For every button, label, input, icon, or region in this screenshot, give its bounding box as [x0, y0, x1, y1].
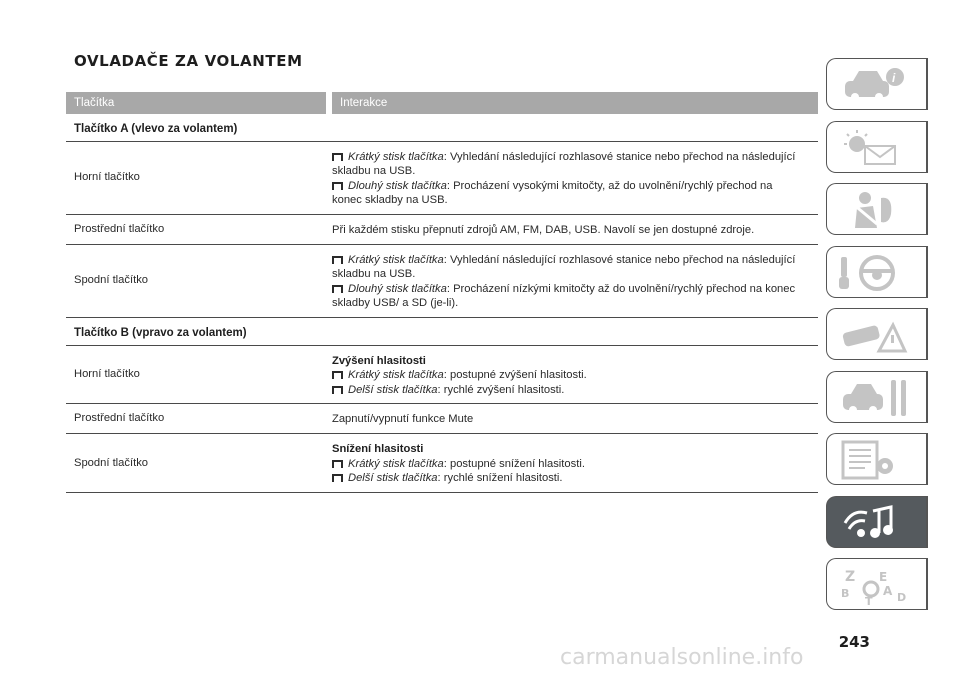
description-text: : Procházení nízkými kmitočty až do uvolnění/rychlý přechod na konec	[446, 282, 796, 295]
chapter-tab-roadside-emergency[interactable]	[826, 308, 928, 360]
table-row	[66, 434, 818, 493]
description-text: : Procházení vysokými kmitočty, až do uvolnění/rychlý přechod na	[446, 179, 773, 192]
interaction-line	[332, 179, 818, 194]
chapter-tab-seatbelt-airbag[interactable]	[826, 183, 928, 235]
press-type: Dlouhý stisk tlačítka	[348, 282, 447, 295]
interaction-line	[332, 164, 818, 179]
svg-text:Z: Z	[845, 569, 856, 585]
interaction-cell	[332, 346, 818, 404]
table-row	[66, 245, 818, 318]
chapter-tab-multimedia[interactable]	[826, 496, 928, 548]
press-type: Krátký stisk tlačítka	[348, 253, 444, 266]
interaction-line	[332, 282, 818, 297]
section-heading: Tlačítko B (vpravo za volantem)	[66, 318, 818, 346]
interaction-line	[332, 296, 818, 311]
description-text: Při každém stisku přepnutí zdrojů AM, FM, DAB, USB. Navolí se jen dostupné zdroje.	[332, 223, 755, 236]
description-text: skladbu na USB.	[332, 268, 416, 281]
description-text: : Vyhledání následující rozhlasové stanice nebo přechod na následující	[443, 253, 796, 266]
table-row	[66, 346, 818, 405]
svg-text:T: T	[865, 595, 873, 605]
table-row	[66, 142, 818, 215]
description-text: : Vyhledání následující rozhlasové stanice nebo přechod na následující	[443, 150, 796, 163]
interaction-cell	[332, 434, 818, 492]
press-type: Krátký stisk tlačítka	[348, 457, 444, 470]
chapter-tab-technical-data[interactable]	[826, 433, 928, 485]
header-buttons: Tlačítka	[66, 92, 326, 114]
svg-text:i: i	[892, 71, 896, 85]
chapter-tab-warning-lights[interactable]	[826, 121, 928, 173]
description-text: skladby USB/ a SD (je-li).	[332, 297, 459, 310]
page-number: 243	[838, 633, 870, 651]
chapter-tab-car-info[interactable]	[826, 58, 928, 110]
description-text: konec skladby na USB.	[332, 194, 448, 207]
header-interaction: Interakce	[332, 92, 818, 114]
interaction-line	[332, 383, 818, 398]
page-title: OVLADAČE ZA VOLANTEM	[74, 52, 303, 70]
interaction-line	[332, 457, 818, 472]
press-type: Krátký stisk tlačítka	[348, 150, 444, 163]
interaction-line	[332, 442, 818, 457]
interaction-line	[332, 354, 818, 369]
button-name: Prostřední tlačítko	[74, 412, 165, 425]
description-text: : postupné snížení hlasitosti.	[443, 457, 585, 470]
interaction-cell	[332, 404, 818, 433]
press-type: Dlouhý stisk tlačítka	[348, 179, 447, 192]
table-body	[66, 114, 818, 493]
button-name: Spodní tlačítko	[74, 274, 149, 287]
description-text: : rychlé snížení hlasitosti.	[437, 472, 563, 485]
interaction-line	[332, 253, 818, 268]
function-title: Zvýšení hlasitosti	[332, 354, 426, 367]
button-name: Horní tlačítko	[74, 171, 140, 184]
svg-text:D: D	[897, 591, 907, 604]
interaction-line	[332, 412, 818, 427]
interaction-line	[332, 193, 818, 208]
interaction-cell	[332, 142, 818, 214]
chapter-tab-key-steering-wheel[interactable]	[826, 246, 928, 298]
button-name: Horní tlačítko	[74, 368, 140, 381]
interaction-line	[332, 150, 818, 165]
controls-table	[66, 92, 818, 493]
chapter-tab-car-maintenance[interactable]	[826, 371, 928, 423]
table-row	[66, 215, 818, 245]
interaction-cell	[332, 215, 818, 244]
press-type: Krátký stisk tlačítka	[348, 369, 444, 382]
svg-text:A: A	[883, 584, 893, 598]
description-text: : postupné zvýšení hlasitosti.	[443, 369, 587, 382]
table-header	[66, 92, 818, 114]
press-type: Delší stisk tlačítka	[348, 472, 438, 485]
table-row	[66, 404, 818, 434]
interaction-line	[332, 471, 818, 486]
function-title: Snížení hlasitosti	[332, 442, 424, 455]
watermark: carmanualsonline.info	[560, 645, 804, 670]
section-heading: Tlačítko A (vlevo za volantem)	[66, 114, 818, 142]
interaction-line	[332, 267, 818, 282]
button-name: Spodní tlačítko	[74, 456, 149, 469]
button-name: Prostřední tlačítko	[74, 222, 165, 235]
chapter-tab-index[interactable]	[826, 558, 928, 610]
svg-text:E: E	[879, 570, 888, 584]
description-text: : rychlé zvýšení hlasitosti.	[437, 383, 565, 396]
description-text: Zapnutí/vypnutí funkce Mute	[332, 413, 474, 426]
interaction-line	[332, 368, 818, 383]
press-type: Delší stisk tlačítka	[348, 383, 438, 396]
interaction-line	[332, 223, 818, 238]
interaction-cell	[332, 245, 818, 317]
svg-text:B: B	[841, 587, 850, 600]
description-text: skladbu na USB.	[332, 165, 416, 178]
